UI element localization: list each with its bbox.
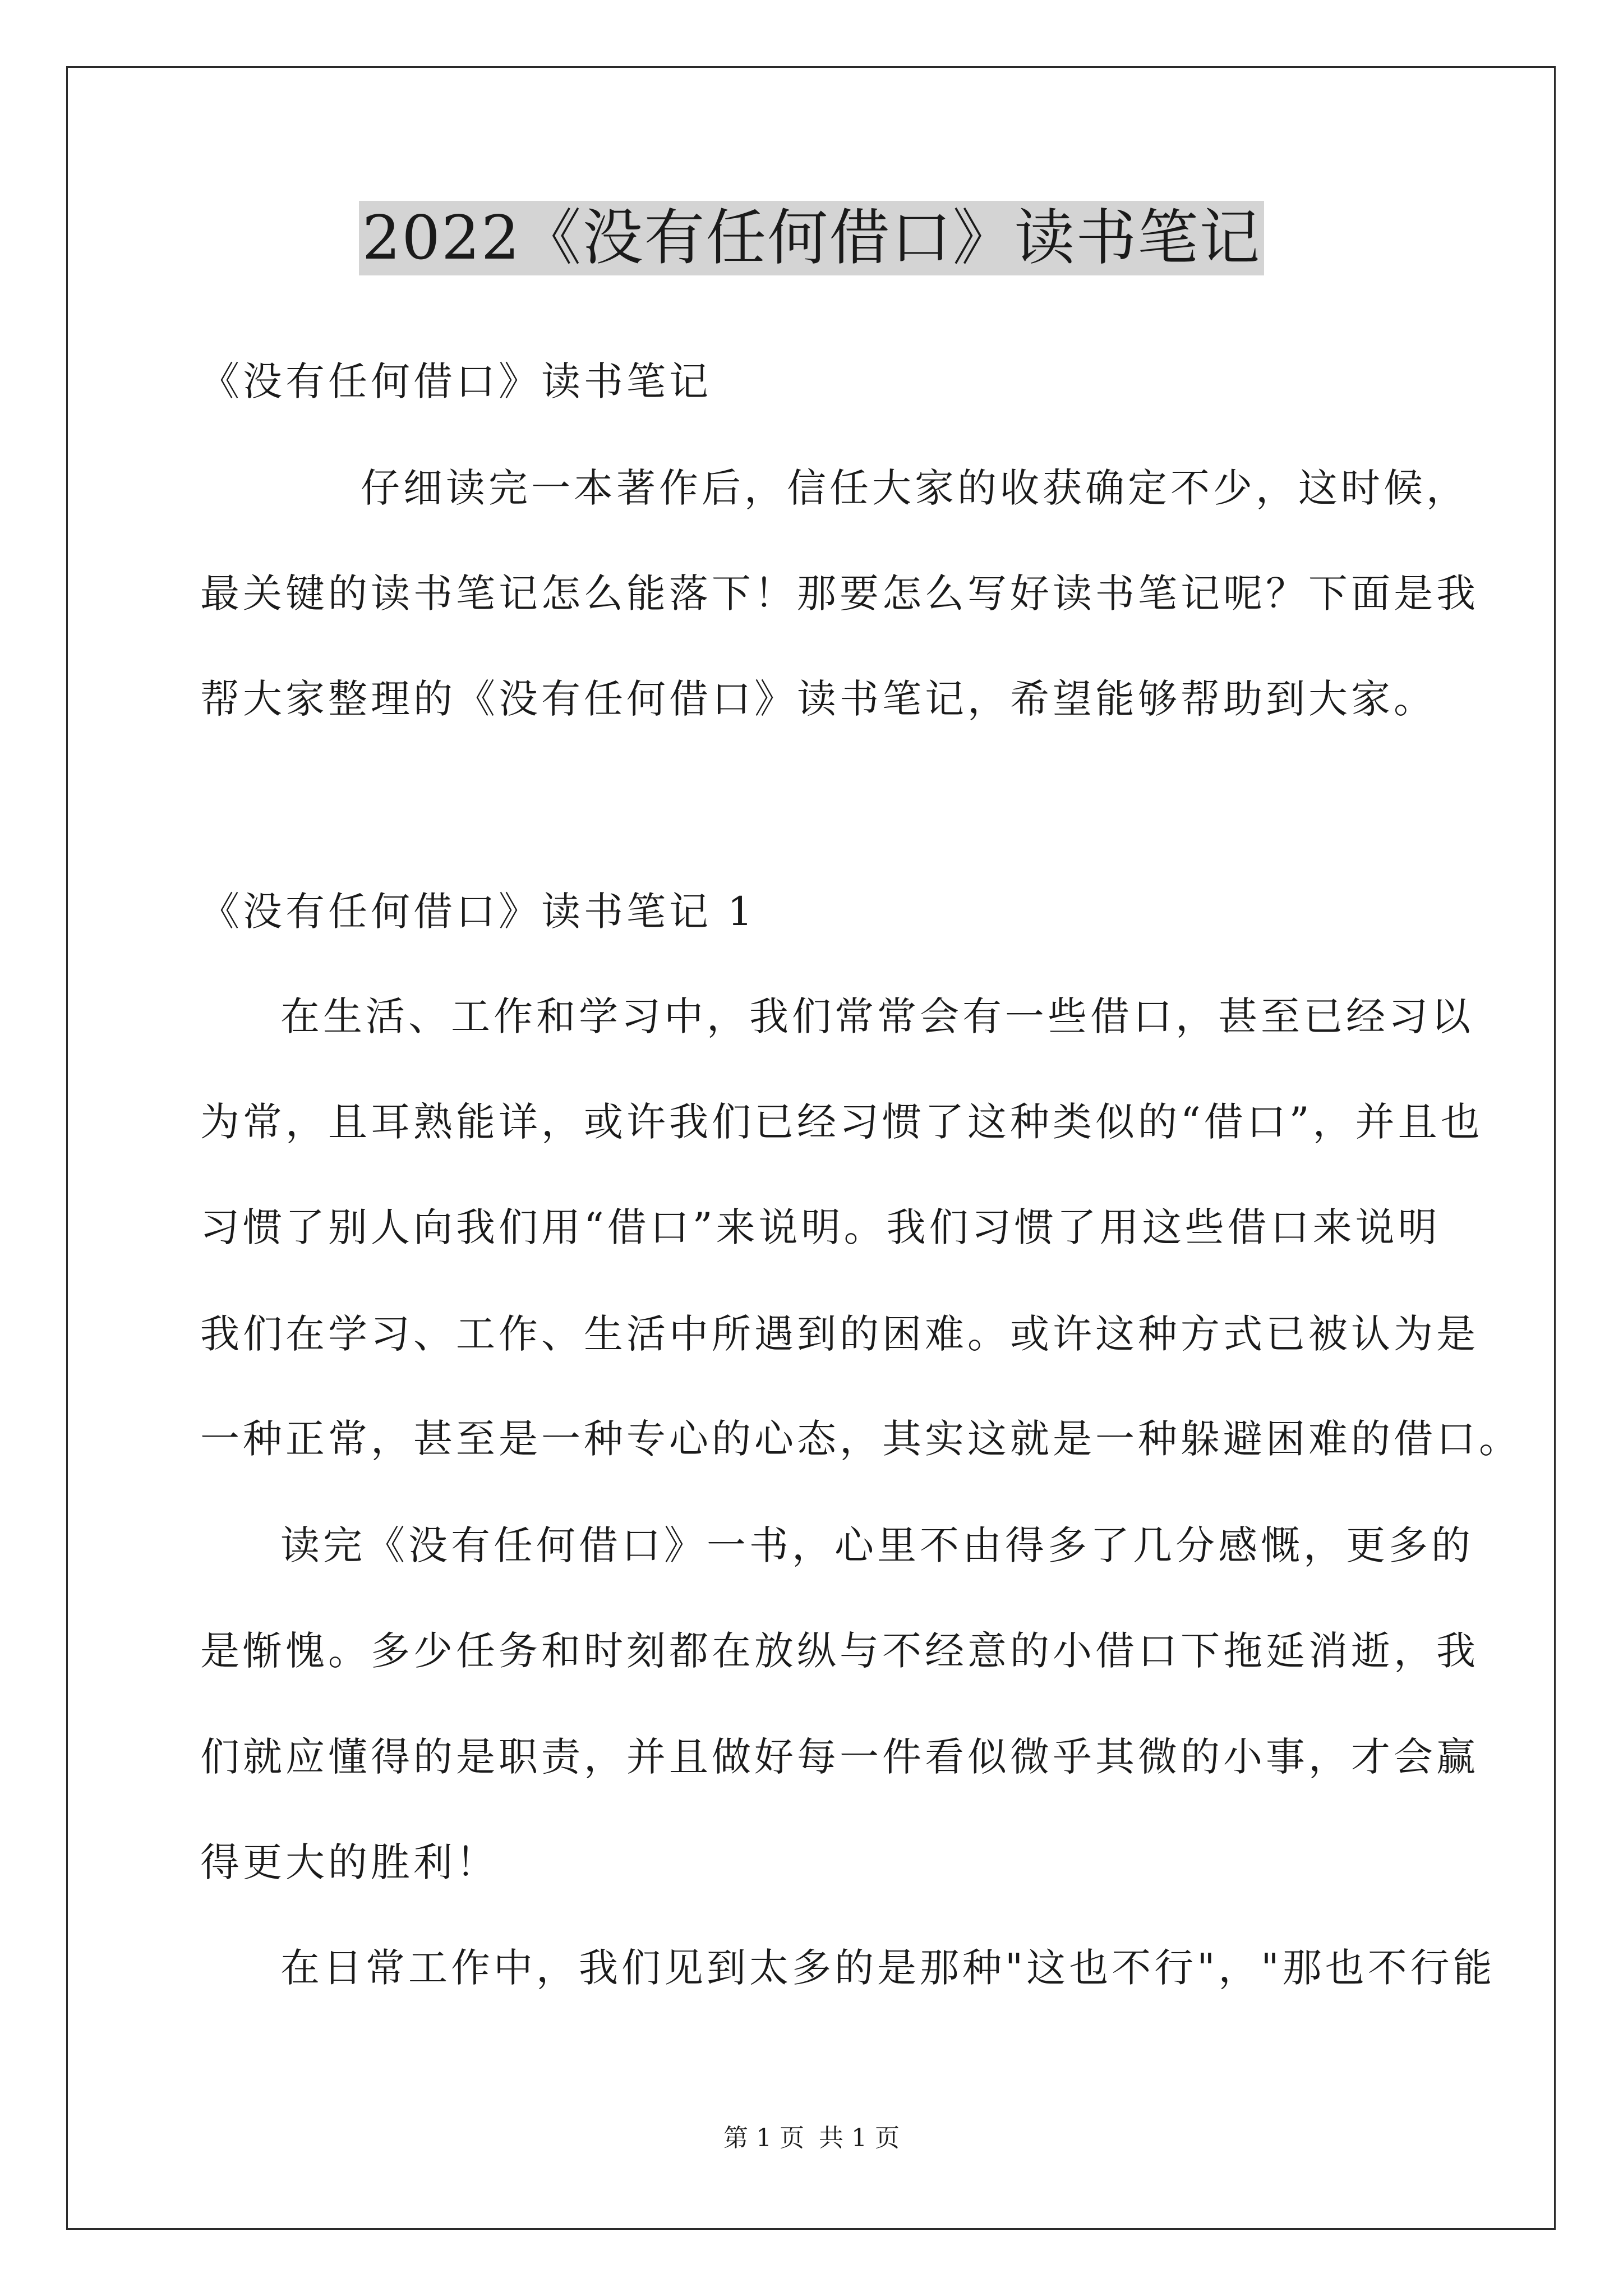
paragraph-line: 仔细读完一本著作后，信任大家的收获确定不少，这时候， xyxy=(361,465,1469,511)
document-title xyxy=(0,196,1623,280)
section-heading: 《没有任何借口》读书笔记 1 xyxy=(200,889,756,935)
paragraph-line: 读完《没有任何借口》一书，心里不由得多了几分感慨，更多的 xyxy=(280,1522,1474,1568)
paragraph-line: 得更大的胜利！ xyxy=(200,1839,499,1885)
page-number: 第 1 页 xyxy=(723,2124,804,2152)
paragraph-line: 帮大家整理的《没有任何借口》读书笔记，希望能够帮助到大家。 xyxy=(200,676,1436,722)
paragraph-line: 一种正常，甚至是一种专心的心态，其实这就是一种躲避困难的借口。 xyxy=(200,1416,1521,1462)
paragraph-line: 我们在学习、工作、生活中所遇到的困难。或许这种方式已被认为是 xyxy=(200,1311,1479,1357)
page-footer xyxy=(0,2122,1623,2155)
paragraph-line: 习惯了别人向我们用“借口”来说明。我们习惯了用这些借口来说明 xyxy=(200,1204,1441,1250)
paragraph-line: 最关键的读书笔记怎么能落下！那要怎么写好读书笔记呢？下面是我 xyxy=(200,570,1479,616)
paragraph-line: 在日常工作中，我们见到太多的是那种"这也不行"，"那也不行能 xyxy=(280,1945,1496,1991)
page-total: 共 1 页 xyxy=(819,2124,900,2152)
paragraph-line: 是惭愧。多少任务和时刻都在放纵与不经意的小借口下拖延消逝，我 xyxy=(200,1628,1479,1674)
paragraph-line: 为常，且耳熟能详，或许我们已经习惯了这种类似的“借口”，并且也 xyxy=(200,1099,1483,1145)
paragraph-line: 们就应懂得的是职责，并且做好每一件看似微乎其微的小事，才会赢 xyxy=(200,1734,1479,1780)
subtitle-line: 《没有任何借口》读书笔记 xyxy=(200,358,712,404)
document-title-text: 2022《没有任何借口》读书笔记 xyxy=(359,201,1265,275)
paragraph-line: 在生活、工作和学习中，我们常常会有一些借口，甚至已经习以 xyxy=(280,993,1474,1039)
